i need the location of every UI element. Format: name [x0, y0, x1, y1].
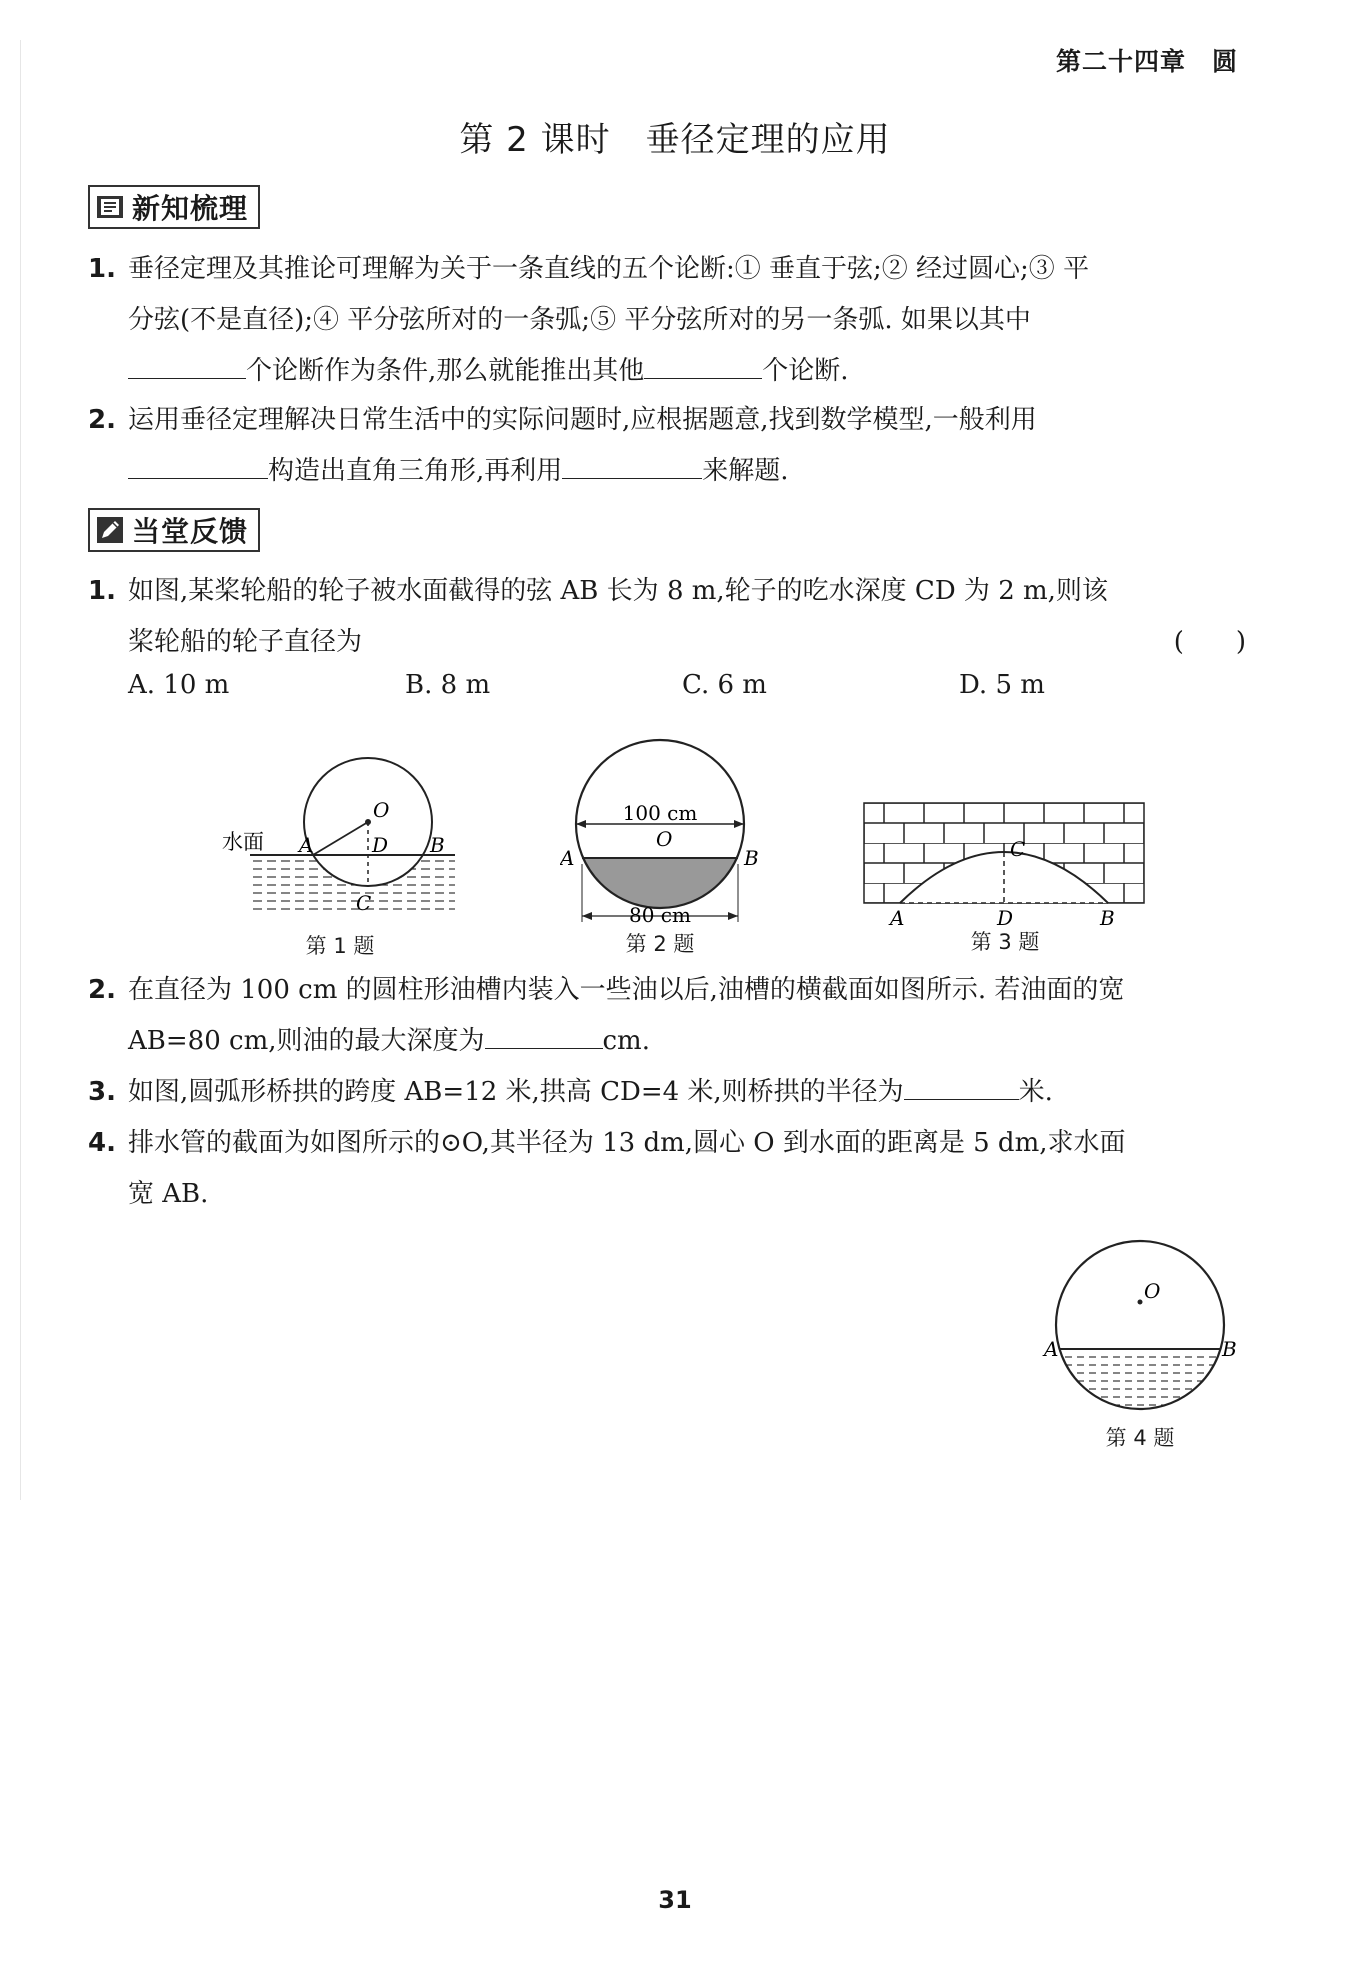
item-text: 个论断作为条件,那么就能推出其他: [246, 356, 645, 386]
pencil-icon: [96, 516, 124, 544]
point-d-label: D: [372, 833, 389, 857]
wheel-diagram: [210, 745, 470, 930]
answer-blank[interactable]: [562, 448, 702, 479]
page-number: 31: [658, 1886, 692, 1914]
point-a-label: A: [299, 833, 314, 857]
figure-caption: 第 4 题: [1105, 1426, 1175, 1450]
question-1: [88, 566, 1246, 668]
option-b[interactable]: B. 8 m: [405, 670, 491, 700]
option-a[interactable]: A. 10 m: [128, 670, 230, 700]
point-o-label: O: [656, 827, 673, 851]
section-new-knowledge: [88, 185, 260, 229]
question-number: 4.: [88, 1128, 116, 1158]
figure-4: [1040, 1225, 1240, 1452]
question-text: 如图,某桨轮船的轮子被水面截得的弦 AB 长为 8 m,轮子的吃水深度 CD 为 2 m,则该: [128, 576, 1108, 606]
item-number: 1.: [88, 254, 116, 284]
lesson-title: 第 2 课时 垂径定理的应用: [459, 120, 891, 160]
section-class-feedback: [88, 508, 260, 552]
question-3: [88, 1067, 1246, 1118]
point-o-label: O: [1144, 1279, 1161, 1303]
point-b-label: B: [1222, 1337, 1237, 1361]
item-text: 个论断.: [762, 356, 849, 386]
point-o-label: O: [373, 798, 390, 822]
point-b-label: B: [430, 833, 445, 857]
question-text: AB=80 cm,则油的最大深度为: [128, 1026, 485, 1056]
question-text: 在直径为 100 cm 的圆柱形油槽内装入一些油以后,油槽的横截面如图所示. 若油面的宽: [128, 975, 1125, 1005]
question-text: 如图,圆弧形桥拱的跨度 AB=12 米,拱高 CD=4 米,则桥拱的半径为: [128, 1077, 904, 1107]
point-c-label: C: [356, 891, 372, 915]
figure-caption: 第 2 题: [625, 932, 695, 956]
diameter-label: 100 cm: [622, 801, 698, 825]
point-a-label: A: [1044, 1337, 1059, 1361]
answer-parentheses[interactable]: ( ): [1173, 627, 1246, 657]
point-c-label: C: [1010, 837, 1026, 861]
figure-1: [210, 745, 470, 960]
knowledge-item-2: [88, 395, 1246, 497]
item-text: 构造出直角三角形,再利用: [268, 456, 563, 486]
page-scan-edge: [20, 40, 21, 1500]
question-text: cm.: [602, 1026, 650, 1056]
item-text: 垂径定理及其推论可理解为关于一条直线的五个论断:① 垂直于弦;② 经过圆心;③ 平: [128, 254, 1090, 284]
item-text: 来解题.: [702, 456, 789, 486]
point-b-label: B: [744, 846, 759, 870]
question-number: 1.: [88, 576, 116, 606]
question-4: [88, 1118, 1246, 1220]
answer-blank[interactable]: [128, 348, 246, 379]
knowledge-item-1: [88, 244, 1246, 397]
water-surface-label: 水面: [222, 830, 264, 854]
drain-pipe-diagram: [1040, 1225, 1240, 1420]
question-number: 2.: [88, 975, 116, 1005]
oil-tank-diagram: [560, 722, 760, 932]
question-text: 宽 AB.: [128, 1179, 209, 1209]
chord-label: 80 cm: [629, 903, 691, 927]
answer-blank[interactable]: [904, 1069, 1019, 1100]
book-icon: [96, 193, 124, 221]
option-d[interactable]: D. 5 m: [959, 670, 1045, 700]
question-2: [88, 965, 1246, 1067]
question-text: 桨轮船的轮子直径为: [128, 627, 363, 657]
point-b-label: B: [1100, 906, 1115, 930]
chapter-header: 第二十四章 圆: [1055, 47, 1238, 76]
answer-blank[interactable]: [128, 448, 268, 479]
section-label: 当堂反馈: [132, 515, 249, 548]
point-a-label: A: [890, 906, 905, 930]
answer-blank[interactable]: [644, 348, 762, 379]
bridge-arch-diagram: [860, 795, 1150, 930]
item-number: 2.: [88, 405, 116, 435]
figure-caption: 第 3 题: [970, 930, 1040, 954]
figure-3: [860, 795, 1150, 956]
option-c[interactable]: C. 6 m: [682, 670, 767, 700]
point-a-label: A: [560, 846, 575, 870]
question-number: 3.: [88, 1077, 116, 1107]
figure-2: [560, 722, 760, 958]
item-text: 分弦(不是直径);④ 平分弦所对的一条弧;⑤ 平分弦所对的另一条弧. 如果以其中: [128, 305, 1031, 335]
question-text: 米.: [1018, 1077, 1053, 1107]
answer-blank[interactable]: [485, 1018, 603, 1049]
item-text: 运用垂径定理解决日常生活中的实际问题时,应根据题意,找到数学模型,一般利用: [128, 405, 1037, 435]
figure-caption: 第 1 题: [305, 934, 375, 958]
question-text: 排水管的截面为如图所示的⊙O,其半径为 13 dm,圆心 O 到水面的距离是 5 dm,求水面: [128, 1128, 1126, 1158]
point-d-label: D: [997, 906, 1014, 930]
section-label: 新知梳理: [132, 192, 249, 225]
